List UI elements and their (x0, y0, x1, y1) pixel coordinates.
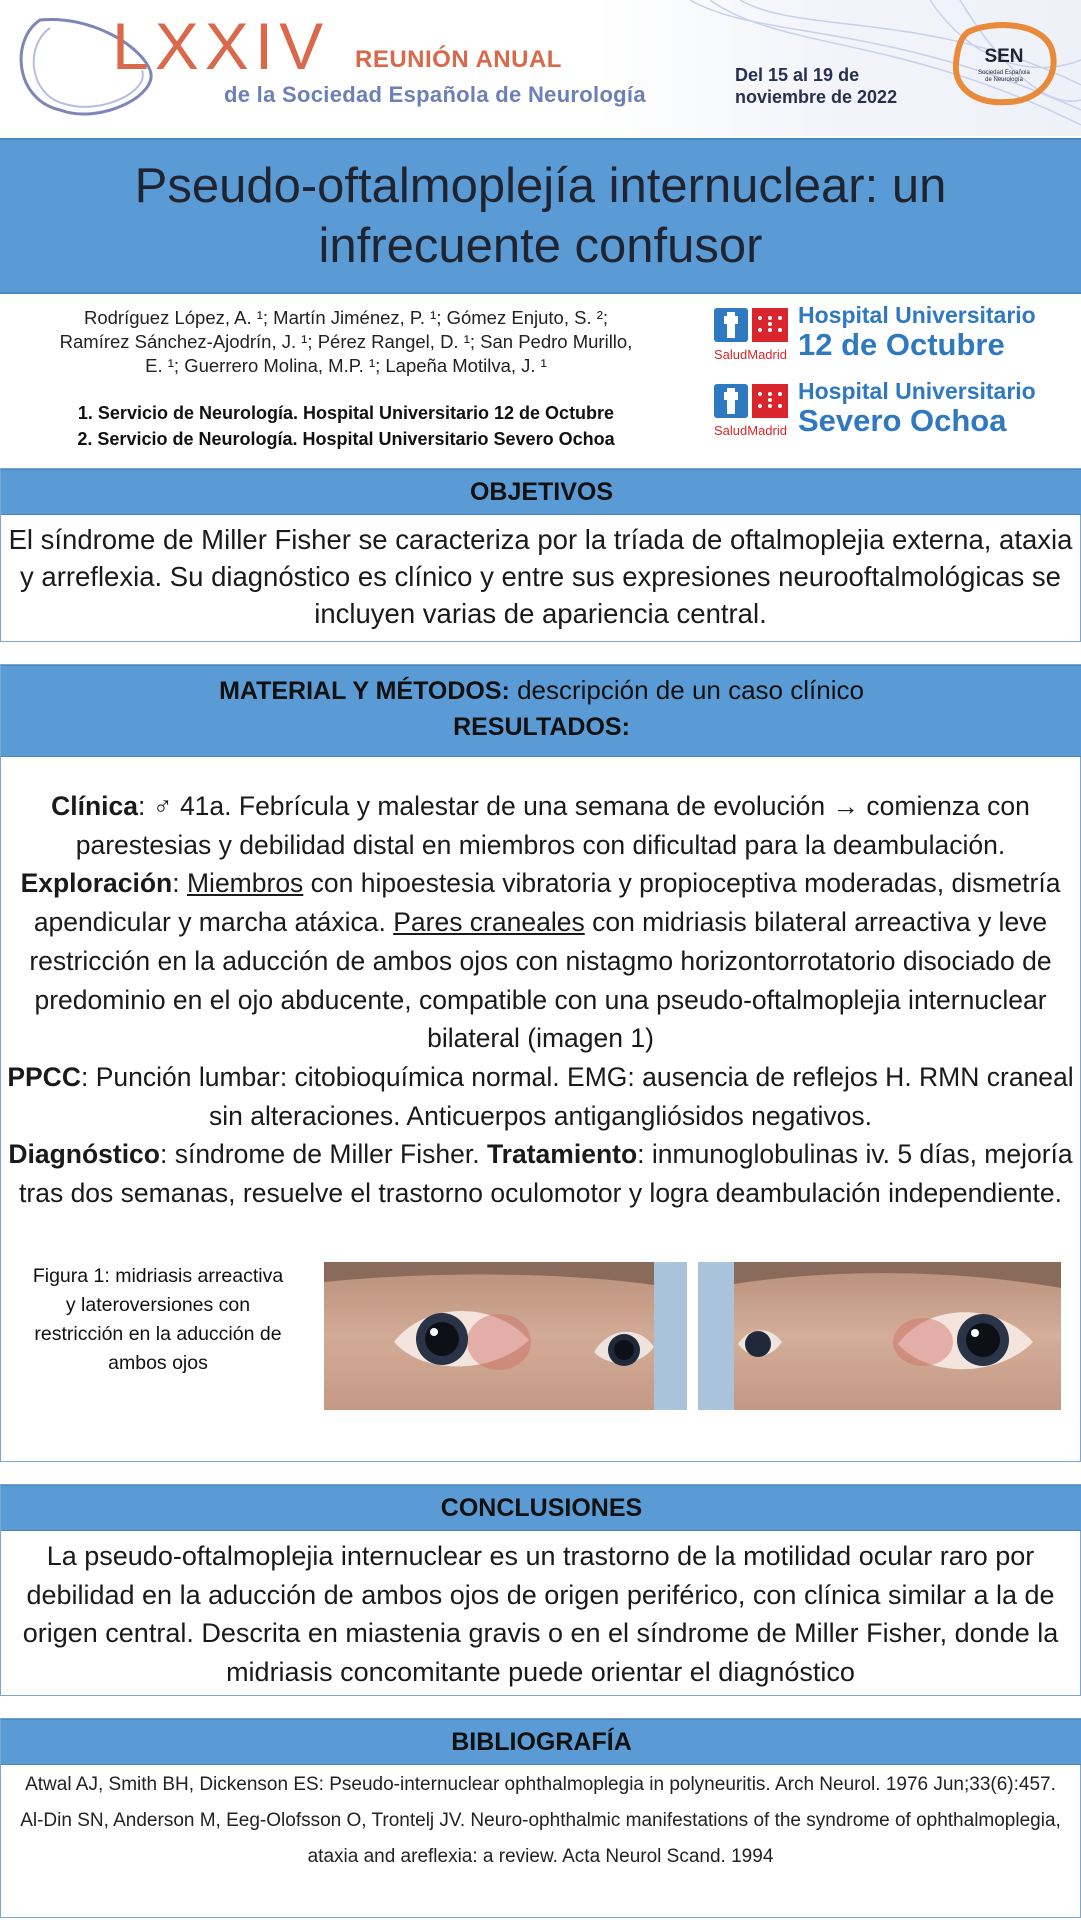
poster-title: Pseudo-oftalmoplejía internuclear: un infrecuente confusor (134, 159, 947, 273)
objetivos-heading: OBJETIVOS (1, 469, 1081, 515)
header-banner (0, 0, 1081, 136)
affiliation-2: 2. Servicio de Neurología. Hospital Universitario Severo Ochoa (77, 429, 615, 449)
reference-item: Atwal AJ, Smith BH, Dickenson ES: Pseudo-internuclear ophthalmoplegia in polyneuritis. Arch Neurol. 1976 Jun;33(6):457. (25, 1774, 1056, 1795)
hospital-name: Hospital Universitario 12 de Octubre (798, 302, 1036, 362)
bibliografia-section (0, 1718, 1081, 1918)
svg-text:de Neurología: de Neurología (985, 77, 1023, 83)
svg-text:Sociedad Española: Sociedad Española (978, 70, 1030, 76)
hospital-name: Hospital Universitario Severo Ochoa (798, 378, 1036, 438)
conclusiones-section (0, 1484, 1081, 1696)
resultados-text: Clínica: ♂ 41a. Febrícula y malestar de una semana de evolución → comienza con parestesias y debilidad distal en miembros con dificultad para la deambulación. Exploración: Miembros con hipoestesia vibratoria y propioceptiva moderadas, dismetría apendicular y marcha atáxica. Pares craneales con midriasis bilateral arreactiva y leve restricción en la aducción de ambos ojos con nistagmo horizontorrotatorio disociado de predominio en el ojo abducente, compatible con una pseudo-oftalmoplejia internuclear bilateral (imagen 1) PPCC: Punción lumbar: citobioquímica normal. EMG: ausencia de reflejos H. RMN craneal sin alteraciones. Anticuerpos antigangliósidos negativos. Diagnóstico: síndrome de Miller Fisher. Tratamiento: inmunoglobulinas iv. 5 días, mejoría tras dos semanas, resuelve el trastorno oculomotor y logra deambulación independiente. (7, 791, 1074, 1209)
bibliografia-heading: BIBLIOGRAFÍA (1, 1719, 1081, 1765)
reference-item: Al-Din SN, Anderson M, Eeg-Olofsson O, Trontelj JV. Neuro-ophthalmic manifestations of the syndrome of ophthalmoplegia, ataxia and areflexia: a review. Acta Neurol Scand. 1994 (20, 1810, 1061, 1867)
society-name: de la Sociedad Española de Neurología (224, 82, 646, 107)
figure-caption: Figura 1: midriasis arreactiva y lateroversiones con restricción en la aducción de ambos ojos (32, 1265, 284, 1374)
salud-madrid-logo (712, 380, 792, 440)
meeting-dates: Del 15 al 19 de noviembre de 2022 (735, 65, 898, 107)
affiliations (20, 400, 672, 452)
metodos-heading: MATERIAL Y MÉTODOS: descripción de un caso clínico RESULTADOS: (1, 665, 1081, 757)
hospital-logo-severo-ochoa (712, 378, 1072, 450)
svg-text:SaludMadrid: SaludMadrid (714, 347, 787, 362)
eye-photo-left (324, 1262, 687, 1410)
bibliografia-list (1, 1765, 1080, 1875)
objetivos-section (0, 468, 1081, 642)
svg-text:SEN: SEN (984, 46, 1024, 67)
author-line: Ramírez Sánchez-Ajodrín, J. ¹; Pérez Rangel, D. ¹; San Pedro Murillo, (59, 331, 633, 352)
meeting-number: LXXIV (112, 9, 330, 83)
eye-photo-right (698, 1262, 1061, 1410)
author-list (8, 306, 684, 378)
svg-text:SaludMadrid: SaludMadrid (714, 423, 787, 438)
affiliation-1: 1. Servicio de Neurología. Hospital Universitario 12 de Octubre (77, 403, 615, 423)
meeting-label: REUNIÓN ANUAL (355, 46, 562, 73)
title-banner (0, 138, 1081, 294)
conclusiones-text: La pseudo-oftalmoplejia internuclear es un trastorno de la motilidad ocular raro por debilidad en la aducción de ambos ojos de origen periférico, con clínica similar a la de origen central. Descrita en miastenia gravis o en el síndrome de Miller Fisher, donde la midriasis concomitante puede orientar el diagnóstico (22, 1541, 1059, 1687)
salud-madrid-logo (712, 304, 792, 364)
author-line: Rodríguez López, A. ¹; Martín Jiménez, P. ¹; Gómez Enjuto, S. ²; (83, 307, 609, 328)
conclusiones-heading: CONCLUSIONES (1, 1485, 1081, 1531)
sen-logo (948, 20, 1060, 106)
hospital-logo-12-octubre (712, 302, 1072, 374)
objetivos-text: El síndrome de Miller Fisher se caracteriza por la tríada de oftalmoplejia externa, ataxia y arreflexia. Su diagnóstico es clínico y entre sus expresiones neurooftalmológicas se incluyen varias de apariencia central. (8, 524, 1073, 629)
author-line: E. ¹; Guerrero Molina, M.P. ¹; Lapeña Motilva, J. ¹ (145, 355, 547, 376)
